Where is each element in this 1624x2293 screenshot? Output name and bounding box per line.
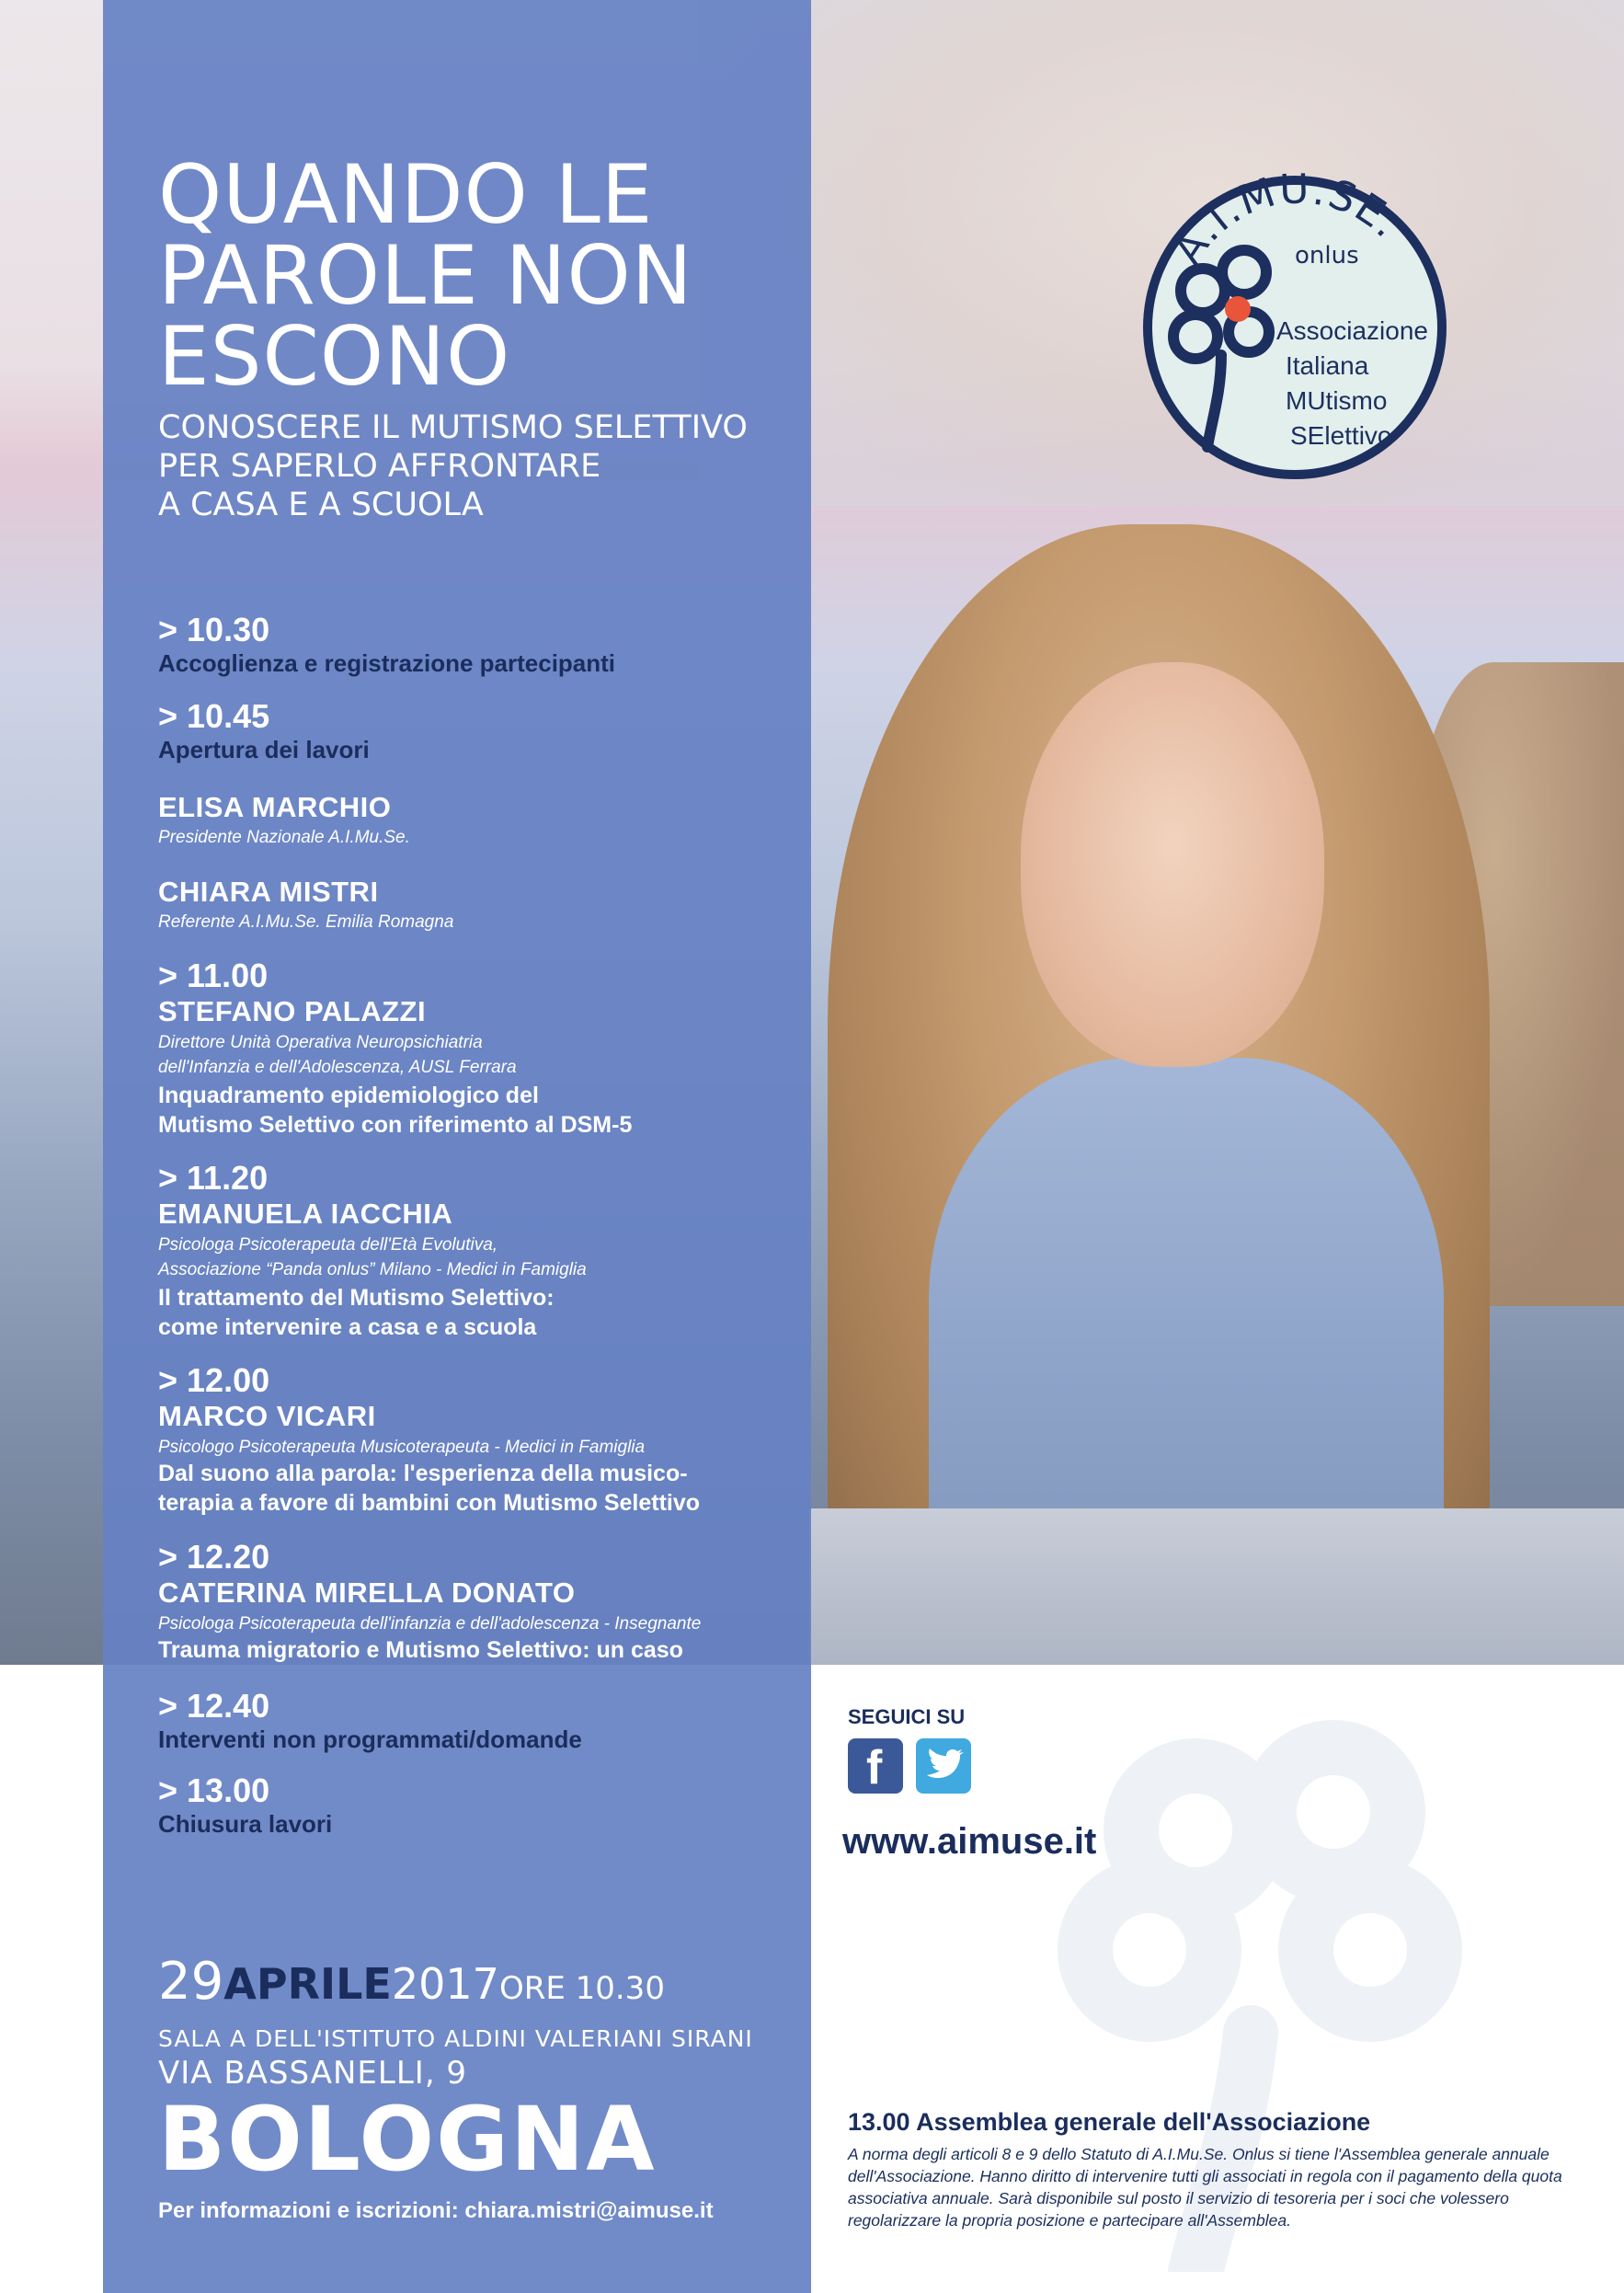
twitter-icon[interactable] <box>916 1738 971 1794</box>
title-line-1: QUANDO LE <box>158 147 654 242</box>
logo-line-2: Italiana <box>1286 351 1369 380</box>
event-venue: SALA A DELL'ISTITUTO ALDINI VALERIANI SIRANI <box>158 2025 753 2052</box>
subtitle-line-1: CONOSCERE IL MUTISMO SELETTIVO <box>158 409 748 446</box>
photo-desk <box>809 1508 1624 1665</box>
facebook-glyph: f <box>866 1741 883 1794</box>
event-street: VIA BASSANELLI, 9 <box>158 2055 468 2092</box>
speaker-caterina: CATERINA MIRELLA DONATO <box>158 1576 576 1609</box>
role-elisa: Presidente Nazionale A.I.Mu.Se. <box>158 828 410 847</box>
time-1030: > 10.30 <box>158 611 270 648</box>
time-1220: > 12.20 <box>158 1538 270 1576</box>
time-1120: > 11.20 <box>158 1159 269 1197</box>
subtitle <box>158 408 802 524</box>
facebook-icon[interactable] <box>848 1738 903 1794</box>
follow-label: SEGUICI SU <box>848 1705 966 1728</box>
logo-onlus: onlus <box>1295 242 1359 269</box>
talk-stefano-2: Mutismo Selettivo con riferimento al DSM-5 <box>158 1112 633 1138</box>
role-stefano-2: dell'Infanzia e dell'Adolescenza, AUSL Ferrara <box>158 1058 517 1077</box>
logo-arc-text: A.I.MU.SE. <box>1164 171 1411 273</box>
event-day: 29 <box>158 1952 224 2012</box>
role-stefano-1: Direttore Unità Operativa Neuropsichiatria <box>158 1033 483 1052</box>
event-time: ORE 10.30 <box>498 1970 665 2007</box>
event-date <box>158 1952 665 2012</box>
desc-1045: Apertura dei lavori <box>158 736 370 763</box>
photo-girl-face <box>1021 662 1324 1067</box>
website-link[interactable]: www.aimuse.it <box>842 1821 1097 1862</box>
event-year: 2017 <box>391 1959 499 2009</box>
desc-1030: Accoglienza e registrazione partecipanti <box>158 649 616 677</box>
talk-stefano-1: Inquadramento epidemiologico del <box>158 1083 539 1108</box>
role-marco: Psicologo Psicoterapeuta Musicoterapeuta - Medici in Famiglia <box>158 1438 646 1457</box>
time-1300: > 13.00 <box>158 1771 270 1809</box>
role-chiara: Referente A.I.Mu.Se. Emilia Romagna <box>158 912 454 932</box>
role-emanuela-1: Psicologa Psicoterapeuta dell'Età Evolutiva, <box>158 1235 498 1255</box>
talk-caterina: Trauma migratorio e Mutismo Selettivo: un caso <box>158 1637 683 1663</box>
speaker-stefano: STEFANO PALAZZI <box>158 995 427 1027</box>
talk-marco-2: terapia a favore di bambini con Mutismo Selettivo <box>158 1490 701 1516</box>
desc-1240: Interventi non programmati/domande <box>158 1725 582 1753</box>
speaker-elisa: ELISA MARCHIO <box>158 791 392 823</box>
aimuse-logo <box>1138 171 1451 484</box>
speaker-chiara: CHIARA MISTRI <box>158 876 379 908</box>
twitter-bird-icon <box>916 1738 971 1794</box>
title-line-3: ESCONO <box>158 309 511 404</box>
talk-emanuela-1: Il trattamento del Mutismo Selettivo: <box>158 1285 555 1311</box>
logo-line-1: Associazione <box>1276 316 1428 345</box>
subtitle-line-3: A CASA E A SCUOLA <box>158 487 484 523</box>
time-1240: > 12.40 <box>158 1687 270 1725</box>
role-emanuela-2: Associazione “Panda onlus” Milano - Medici in Famiglia <box>158 1260 587 1279</box>
speaker-emanuela: EMANUELA IACCHIA <box>158 1198 453 1230</box>
assembly-text: A norma degli articoli 8 e 9 dello Statuto di A.I.Mu.Se. Onlus si tiene l'Assemblea generale annuale dell'Associazione. Hanno diritto di intervenire tutti gli associati in regola con il pagamento della quota associativa annuale. Sarà disponibile sul posto il servizio di tesoreria per i soci che volessero regolarizzare la propria posizione e partecipare all'Assemblea. <box>848 2145 1562 2230</box>
main-title <box>158 147 802 404</box>
event-month: APRILE <box>223 1959 392 2009</box>
event-city: BOLOGNA <box>158 2088 657 2191</box>
contact-info: Per informazioni e iscrizioni: chiara.mistri@aimuse.it <box>158 2198 714 2223</box>
time-1045: > 10.45 <box>158 697 270 735</box>
speaker-marco: MARCO VICARI <box>158 1400 376 1432</box>
time-1200: > 12.00 <box>158 1361 270 1399</box>
title-line-2: PAROLE NON <box>158 228 693 323</box>
logo-line-3: MUtismo <box>1286 386 1388 415</box>
time-1100: > 11.00 <box>158 957 269 994</box>
talk-marco-1: Dal suono alla parola: l'esperienza della musico- <box>158 1461 688 1486</box>
desc-1300: Chiusura lavori <box>158 1810 333 1838</box>
assembly-title: 13.00 Assemblea generale dell'Associazione <box>848 2108 1371 2136</box>
talk-emanuela-2: come intervenire a casa e a scuola <box>158 1314 537 1340</box>
role-caterina: Psicologa Psicoterapeuta dell'infanzia e dell'adolescenza - Insegnante <box>158 1614 702 1634</box>
subtitle-line-2: PER SAPERLO AFFRONTARE <box>158 448 601 485</box>
logo-line-4: SElettivo <box>1290 421 1392 450</box>
